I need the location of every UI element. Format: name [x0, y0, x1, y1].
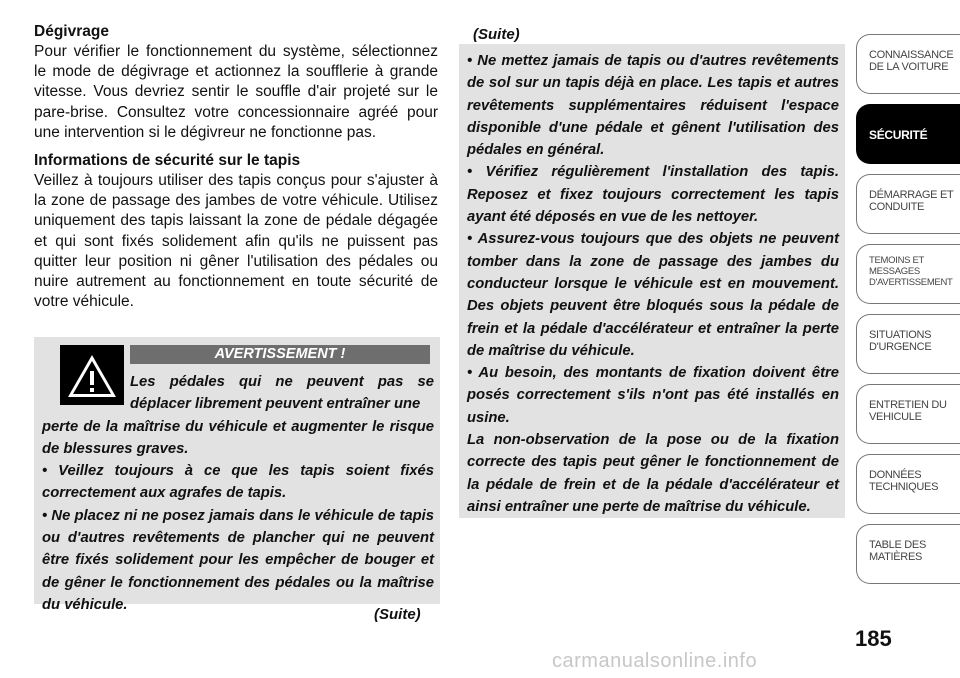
tapis-heading: Informations de sécurité sur le tapis	[34, 152, 301, 170]
degivrage-heading: Dégivrage	[34, 23, 109, 40]
tab-situations[interactable]: SITUATIONS D'URGENCE	[856, 314, 960, 374]
continuation-bullet-2: • Vérifiez régulièrement l'installation des tapis. Reposez et fixez toujours correctement les tapis ayant été déposés en vue de les nettoyer.	[467, 164, 839, 226]
tab-connaissance[interactable]: CONNAISSANCE DE LA VOITURE	[856, 34, 960, 94]
chapter-tabs	[856, 34, 960, 594]
left-column	[34, 22, 438, 320]
suite-label-left: (Suite)	[374, 606, 421, 623]
continuation-closing: La non-observation de la pose ou de la fixation correcte des tapis peut gêner le fonctionnement de la pédale de frein et de la pédale d'accélérateur et ainsi entraîner une perte de maîtrise du véhicule.	[467, 432, 839, 515]
tab-temoins[interactable]: TEMOINS ET MESSAGES D'AVERTISSEMENT	[856, 244, 960, 304]
warning-title: AVERTISSEMENT !	[130, 345, 430, 364]
warning-bullet-1: • Veillez toujours à ce que les tapis soient fixés correctement aux agrafes de tapis.	[42, 463, 434, 502]
tapis-paragraph: Veillez à toujours utiliser des tapis conçus pour s'ajuster à la zone de passage des jambes de votre véhicule. Utilisez uniquement des tapis laissant la zone de pédale dégagée et qui sont fixés solidement afin qu'ils ne puissent pas quitter leur position ni gêner l'utilisation des pédales ou nuire autrement au fonctionnement en toute sécurité de votre véhicule.	[34, 172, 438, 311]
page-number: 185	[855, 626, 892, 651]
tab-securite[interactable]: SÉCURITÉ	[856, 104, 960, 164]
tab-donnees[interactable]: DONNÉES TECHNIQUES	[856, 454, 960, 514]
warning-box	[34, 337, 440, 613]
warning-text	[42, 371, 434, 616]
tab-table[interactable]: TABLE DES MATIÈRES	[856, 524, 960, 584]
warning-bullet-2: • Ne placez ni ne posez jamais dans le véhicule de tapis ou d'autres revêtements de plancher qui ne peuvent être fixés solidement pour les empêcher de bouger et de gêner le fonctionnement des pédales ou la maîtrise du véhicule.	[42, 507, 434, 613]
tab-demarrage[interactable]: DÉMARRAGE ET CONDUITE	[856, 174, 960, 234]
warning-lead-rest: perte de la maîtrise du véhicule et augmenter le risque de blessures graves.	[42, 418, 434, 457]
continuation-bullet-4: • Au besoin, des montants de fixation doivent être posés correctement s'ils n'ont pas été installés en usine.	[467, 365, 839, 426]
degivrage-paragraph: Pour vérifier le fonctionnement du système, sélectionnez le mode de dégivrage et actionnez la soufflerie à grande vitesse. Vous devriez sentir le souffle d'air projeté sur le pare-brise. Consultez votre concessionnaire agréé pour une intervention si le dégivreur ne fonctionne pas.	[34, 43, 438, 141]
watermark: carmanualsonline.info	[552, 650, 758, 672]
continuation-bullet-3: • Assurez-vous toujours que des objets ne peuvent tomber dans la zone de passage des jambes du conducteur lorsque le véhicule est en mouvement. Des objets peuvent être bloqués sous la pédale de frein et la pédale d'accélérateur et entraîner la perte de maîtrise du véhicule.	[467, 231, 839, 359]
warning-lead: Les pédales qui ne peuvent pas se déplacer librement peuvent entraîner une	[130, 374, 434, 413]
warning-continuation-box	[459, 44, 845, 518]
suite-label-right: (Suite)	[473, 26, 520, 43]
tab-entretien[interactable]: ENTRETIEN DU VEHICULE	[856, 384, 960, 444]
continuation-text	[467, 50, 839, 518]
continuation-bullet-1: • Ne mettez jamais de tapis ou d'autres revêtements de sol sur un tapis déjà en place. Les tapis et autres revêtements supplémentaires réduisent l'espace disponible d'une pédale et gênent l'utilisation des pédales en général.	[467, 53, 839, 159]
